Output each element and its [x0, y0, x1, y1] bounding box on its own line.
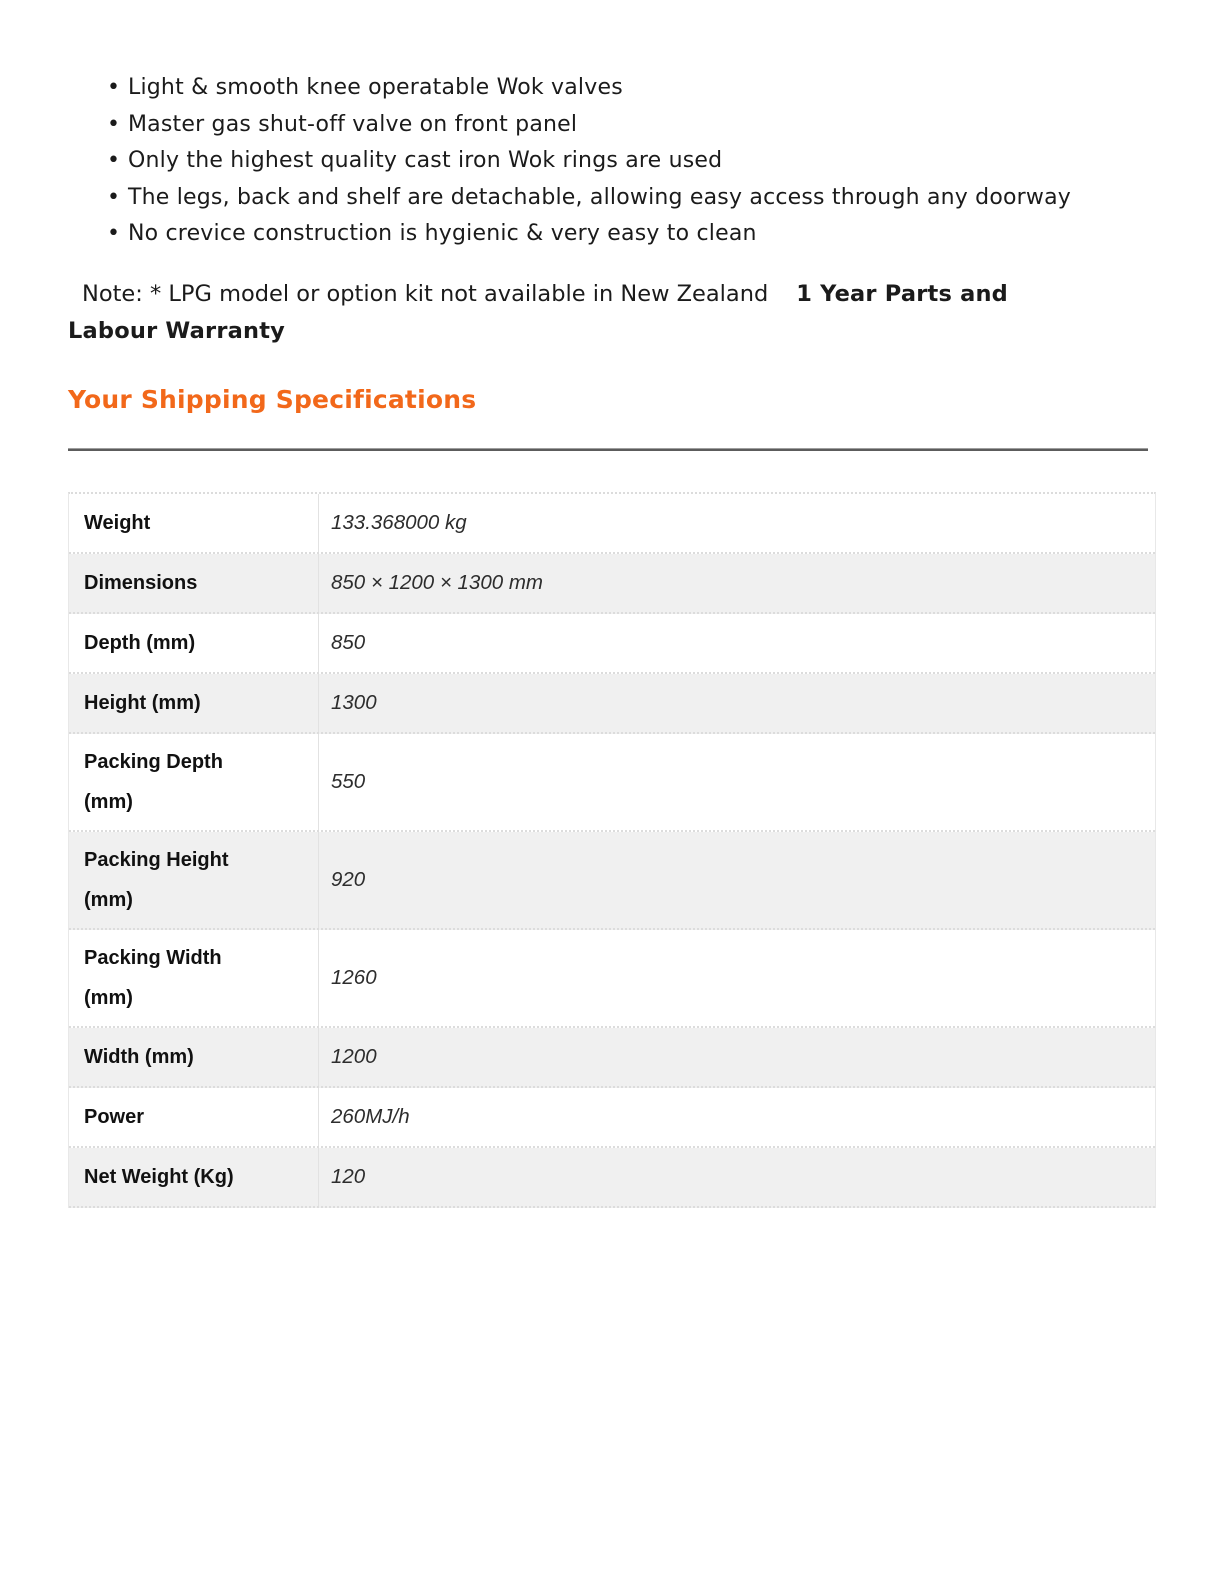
bullet-icon: • [107, 111, 121, 137]
spec-value: 550 [331, 769, 366, 793]
spec-value: 1200 [331, 1044, 377, 1068]
table-row [69, 674, 1155, 734]
feature-item [68, 143, 1156, 180]
feature-item [68, 216, 1156, 253]
table-row [69, 1088, 1155, 1148]
spec-value: 1260 [331, 965, 377, 989]
spec-label: Height (mm) [69, 674, 319, 732]
table-row [69, 614, 1155, 674]
table-row [69, 1148, 1155, 1208]
section-divider [68, 448, 1148, 451]
feature-text: Light & smooth knee operatable Wok valves [128, 75, 623, 100]
spec-value: 1300 [331, 690, 377, 714]
spec-label: Weight [69, 494, 319, 552]
feature-item [68, 70, 1156, 107]
table-row [69, 1028, 1155, 1088]
warranty-bold-line1: 1 Year Parts and [796, 280, 1008, 307]
feature-item [68, 180, 1156, 217]
spec-value: 120 [331, 1164, 366, 1188]
feature-text: Master gas shut-off valve on front panel [128, 111, 578, 137]
feature-list [68, 56, 1156, 253]
feature-text: Only the highest quality cast iron Wok rings are used [128, 148, 723, 173]
shipping-specs-heading: Your Shipping Specifications [68, 384, 477, 414]
spec-value: 850 [331, 630, 366, 654]
warranty-note [68, 276, 1156, 350]
note-line1 [68, 276, 1156, 313]
spec-label: Packing Height (mm) [69, 832, 319, 928]
table-row [69, 554, 1155, 614]
bullet-icon: • [107, 75, 121, 100]
spec-label: Packing Width (mm) [69, 930, 319, 1026]
spec-label: Dimensions [69, 554, 319, 612]
spec-value: 920 [331, 867, 366, 891]
bullet-icon: • [107, 221, 121, 246]
table-row [69, 832, 1155, 930]
note-text: Note: * LPG model or option kit not available in New Zealand [82, 280, 769, 307]
bullet-icon: • [107, 184, 121, 210]
spec-value: 260MJ/h [331, 1104, 410, 1128]
spec-label: Power [69, 1088, 319, 1146]
feature-text: No crevice construction is hygienic & very easy to clean [128, 221, 757, 246]
shipping-specs-table [68, 492, 1156, 1208]
table-row [69, 494, 1155, 554]
table-row [69, 734, 1155, 832]
spec-value: 133.368000 kg [331, 510, 467, 534]
table-row [69, 930, 1155, 1028]
spec-label: Packing Depth (mm) [69, 734, 319, 830]
bullet-icon: • [107, 148, 121, 173]
spec-value: 850 × 1200 × 1300 mm [331, 570, 543, 594]
spec-label: Depth (mm) [69, 614, 319, 672]
feature-text: The legs, back and shelf are detachable, allowing easy access through any doorway [128, 184, 1072, 210]
warranty-bold-line2: Labour Warranty [68, 317, 286, 344]
spec-label: Width (mm) [69, 1028, 319, 1086]
spec-label: Net Weight (Kg) [69, 1148, 319, 1206]
feature-item [68, 107, 1156, 144]
